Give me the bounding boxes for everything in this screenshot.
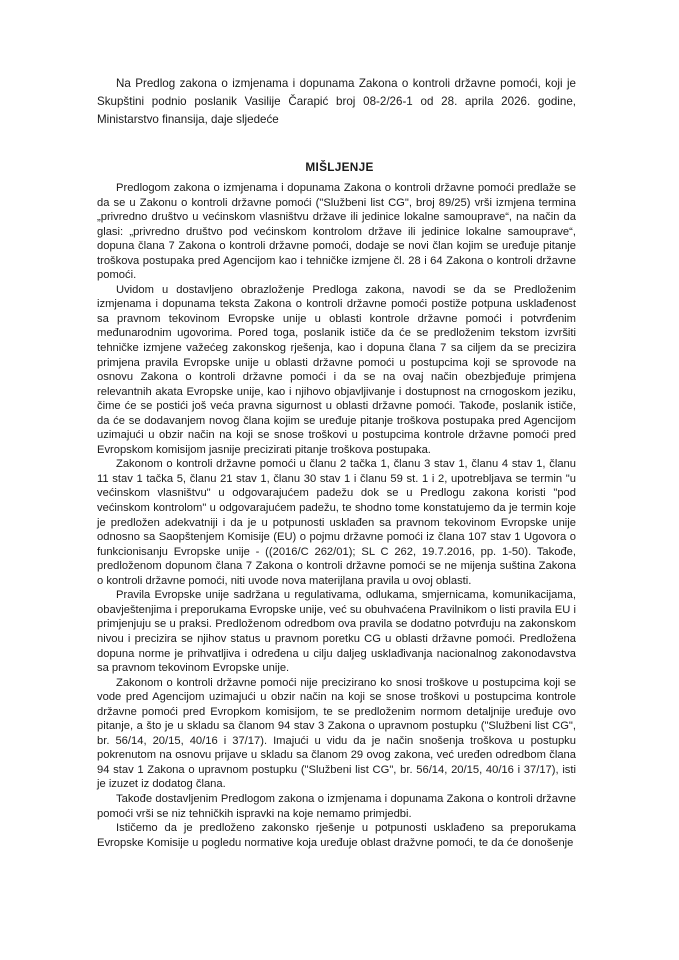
document-body xyxy=(97,181,576,850)
body-paragraph: Predlogom zakona o izmjenama i dopunama Zakona o kontroli državne pomoći predlaže se da se u Zakonu o kontroli državne pomoći ("Službeni list CG", broj 89/25) vrši izmjena termina „privredno društvo u većinskom vlasništvu države ili jedinice lokalne samouprave“, na način da glasi: „privredno društvo pod većinskom kontrolom države ili jedinice lokalne samouprave“, dopuna člana 7 Zakona o kontroli državne pomoći, dodaje se novi član kojim se uređuje pitanje troškova postupaka pred Agencijom kao i tehničke izmjene čl. 28 i 64 Zakona o kontroli državne pomoći. xyxy=(97,182,576,282)
intro-paragraph: Na Predlog zakona o izmjenama i dopunama Zakona o kontroli državne pomoći, koji je Skupštini podnio poslanik Vasilije Čarapić broj 08-2/26-1 od 28. aprila 2026. godine, Ministarstvo finansija, daje sljedeće xyxy=(97,77,576,126)
body-paragraph: Uvidom u dostavljeno obrazloženje Predloga zakona, navodi se da se Predloženim izmjenama i dopunama teksta Zakona o kontroli državne pomoći postiže potpuna usklađenost sa pravnom tekovinom Evropske unije u oblasti kontrole državne pomoći i potvrđenim međunarodnim ugovorima. Pored toga, poslanik ističe da će se predloženim tekstom izvršiti tehničke izmjene važećeg zakonskog rješenja, kao i dopuna člana 7 sa ciljem da se precizira primjena pravila Evropske unije u oblasti državne pomoći u postupcima koji se sprovode na osnovu Zakona o kontroli državne pomoći i da se na ovaj način obezbjeđuje primjena relevantnih akata Evropske unije, kao i njihovo objavljivanje i dostupnost na crnogoskom jeziku, čime će se postići još veća pravna sigurnost u oblasti državne pomoći. Takođe, poslanik ističe, da će se dodavanjem novog člana kojim se uređuje pitanje troškova postupaka pred Agencijom uzimajući u obzir način na koji se snose troškovi u postupcima kontrole državne pomoći pred Evropskom komisijom jasnije precizirati pitanje troškova postupaka. xyxy=(97,283,576,456)
body-paragraph: Zakonom o kontroli državne pomoći u članu 2 tačka 1, članu 3 stav 1, članu 4 stav 1, članu 11 stav 1 tačka 5, članu 21 stav 1, članu 30 stav 1 i članu 59 st. 1 i 2, upotrebljava se termin "u većinskom vlasništvu" u odgovarajućem padežu dok se u Predlogu zakona koristi "pod većinskom kontrolom" u odgovarajućem padežu, te shodno tome konstatujemo da je termin koje je predložen adekvatniji i da je u potpunosti usklađen sa pravnom tekovinom Evropske unije odnosno sa Saopštenjem Komisije (EU) o pojmu državne pomoći iz člana 107 stav 1 Ugovora o funkcionisanju Evropske unije - ((2016/C 262/01); SL C 262, 19.7.2016, pp. 1-50). Takođe, predloženom dopunom člana 7 Zakona o kontroli državne pomoći se ne mijenja suština Zakona o kontroli državne pomoći, niti uvode nova materijlana pravila u ovoj oblasti. xyxy=(97,458,576,587)
document-heading: MIŠLJENJE xyxy=(305,160,374,174)
body-paragraph: Pravila Evropske unije sadržana u regulativama, odlukama, smjernicama, komunikacijama, obavještenjima i preporukama Evropske unije, već su obuhvaćena Pravilnikom o listi pravila EU i primjenjuju se u praksi. Predloženom odredbom ova pravila se dodatno potvrđuju na zakonskom nivou i precizira se njihov status u pravnom poretku CG u oblasti državne pomoći. Predložena dopuna norme je prihvatljiva i određena u cilju daljeg usklađivanja nacionalnog zakonodavstva sa pravnom tekovinom Evropske unije. xyxy=(97,589,576,675)
body-paragraph: Zakonom o kontroli državne pomoći nije precizirano ko snosi troškove u postupcima koji se vode pred Agencijom uzimajući u obzir način na koji se snose troškovi u postupcima kontrole državne pomoći pred Evropkom komisijom, te se predloženim normom detaljnije uređuje ovo pitanje, a što je u skladu sa članom 94 stav 3 Zakona o upravnom postupku ("Službeni list CG", br. 56/14, 20/15, 40/16 i 37/17). Imajući u vidu da je način snošenja troškova u postupku pokrenutom na osnovu prijave u skladu sa članom 29 ovog zakona, već uređen odredbom člana 94 stav 1 Zakona o upravnom postupku ("Službeni list CG", br. 56/14, 20/15, 40/16 i 37/17), isti je izuzet iz dodatog člana. xyxy=(97,676,576,791)
intro-block xyxy=(97,75,576,129)
body-paragraph: Takođe dostavljenim Predlogom zakona o izmjenama i dopunama Zakona o kontroli državne pomoći vrši se niz tehničkih ispravki na koje nemamo primjedbi. xyxy=(97,792,576,820)
body-paragraph: Ističemo da je predloženo zakonsko rješenje u potpunosti usklađeno sa preporukama Evropske Komisije u pogledu normative koja uređuje oblast dražvne pomoći, te da će donošenje xyxy=(97,822,576,849)
